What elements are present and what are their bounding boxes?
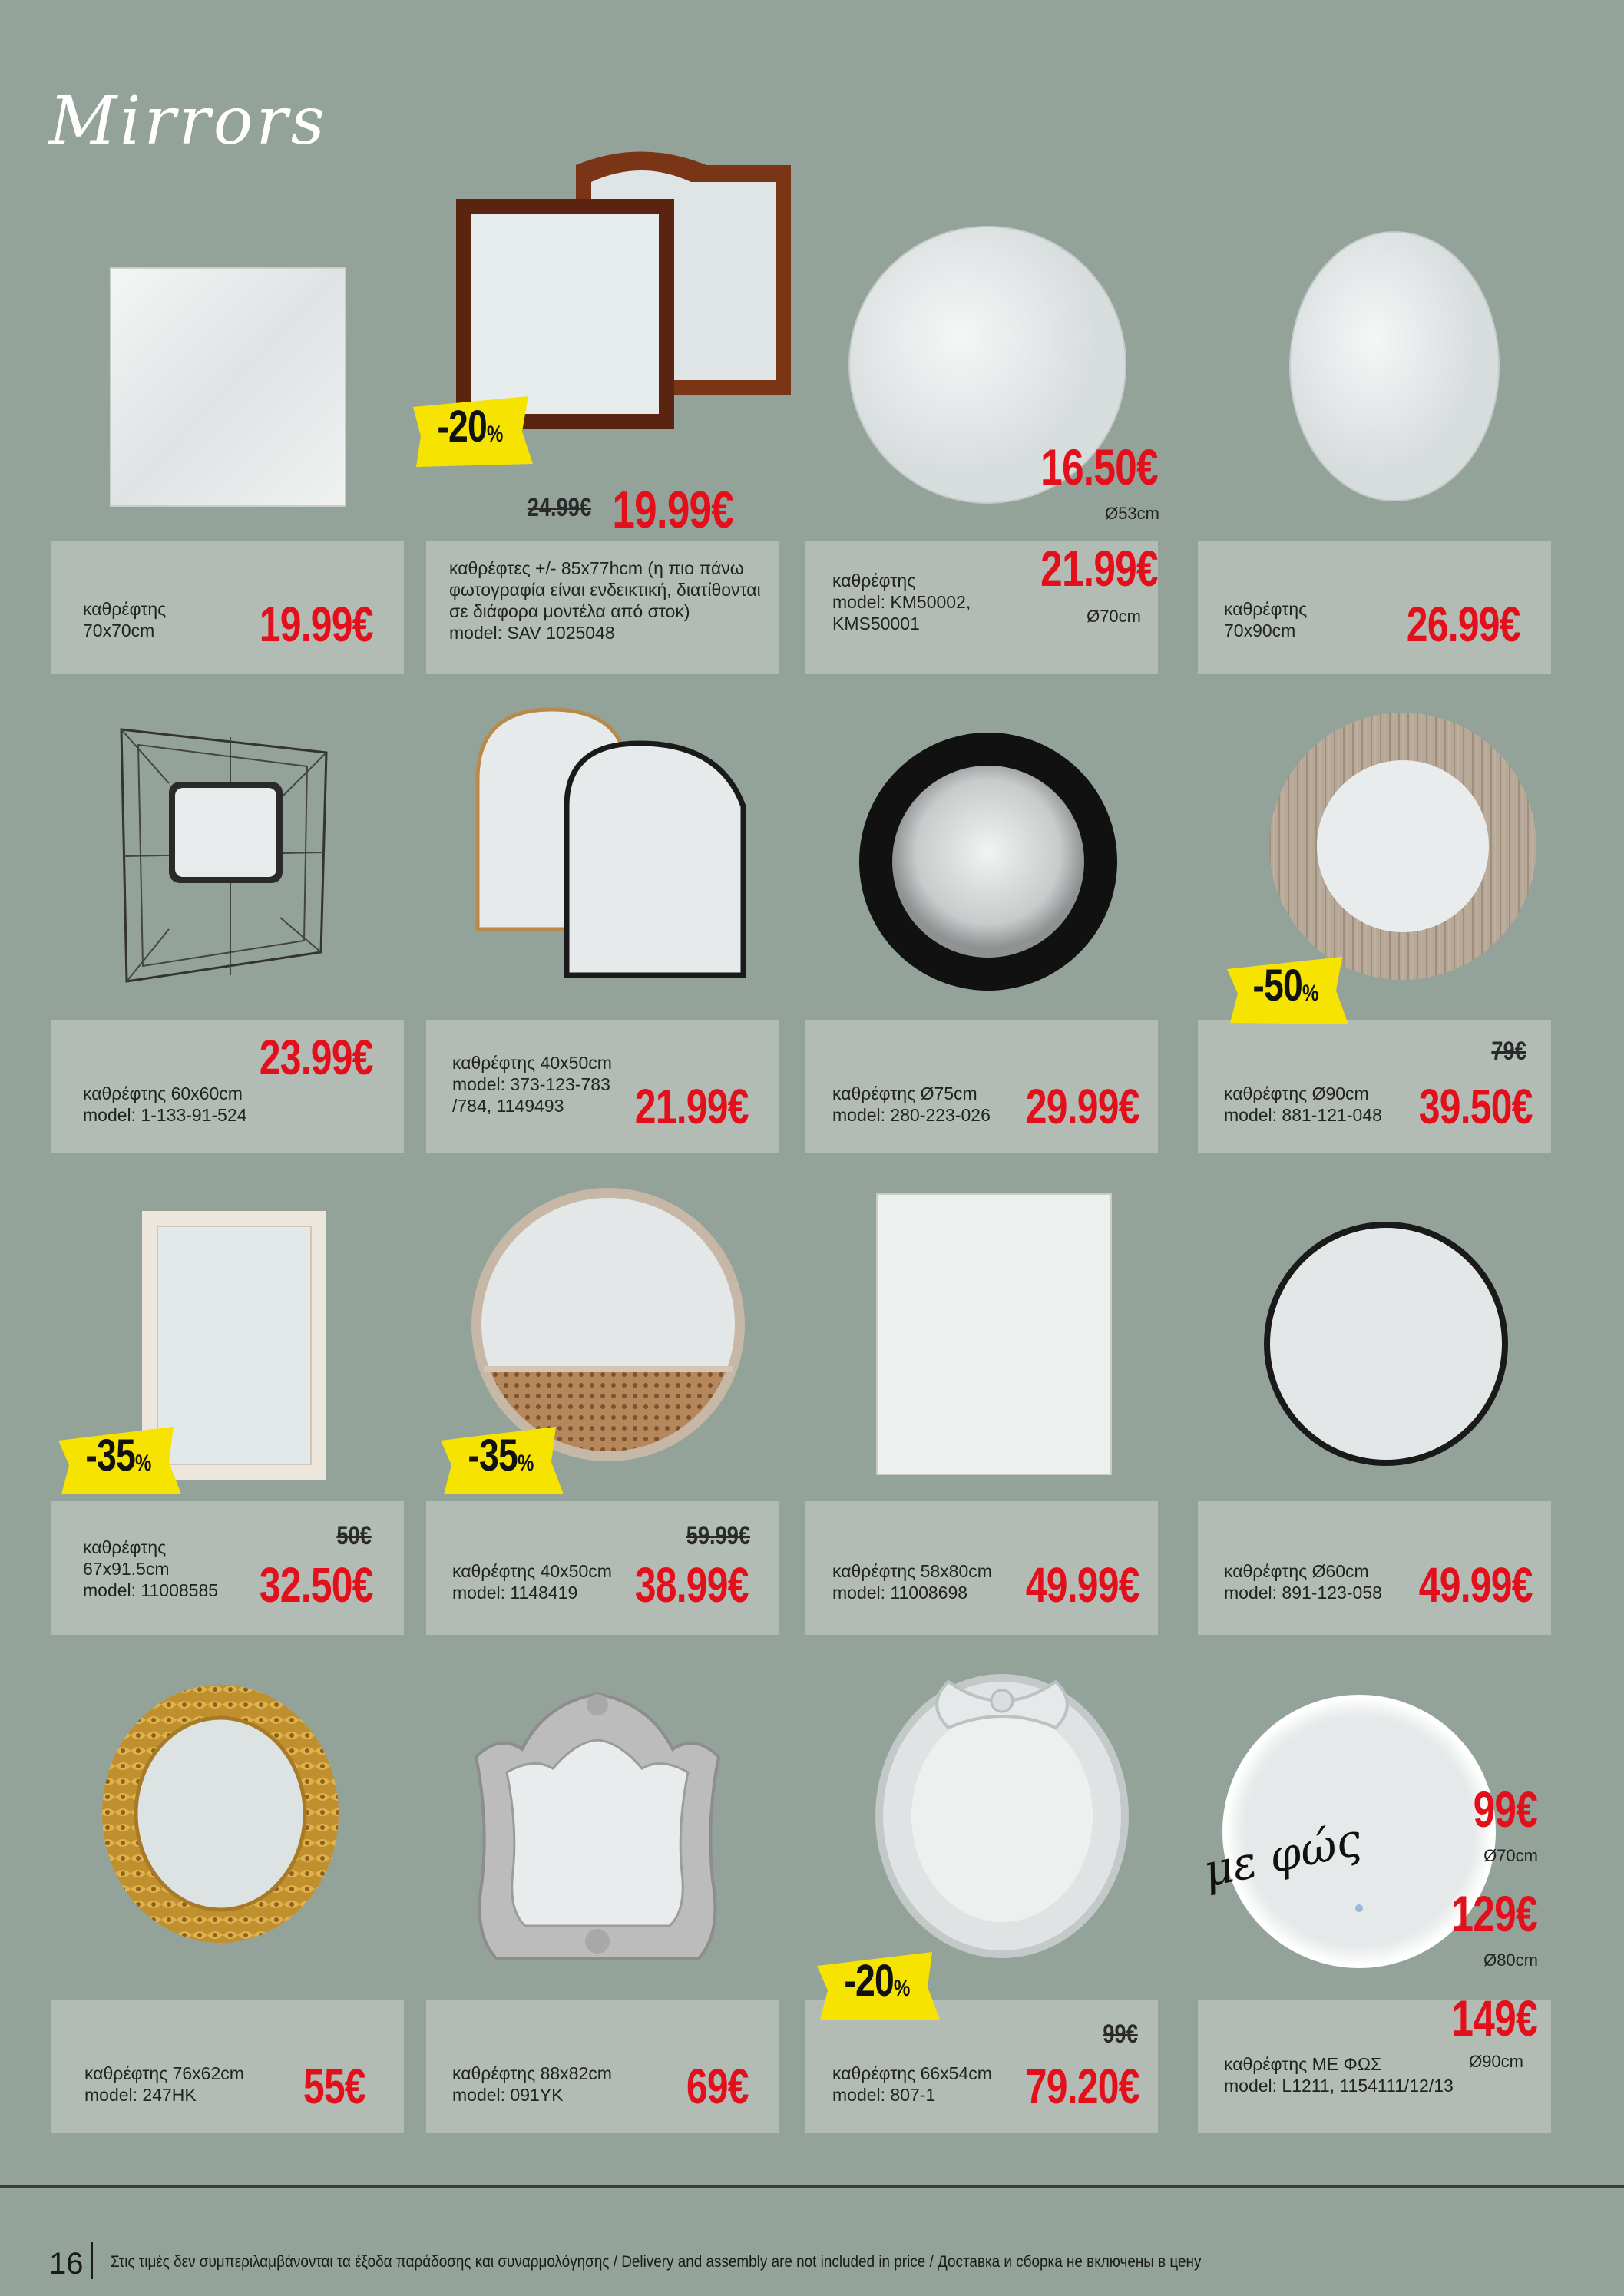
product-description: καθρέφτης 40x50cm model: 1148419 (452, 1561, 612, 1603)
footer-divider (0, 2185, 1624, 2188)
product-price-80: 129€ (1451, 1885, 1537, 1942)
old-price: 50€ (336, 1521, 372, 1550)
wire-frame-square-mirror-image (115, 722, 330, 983)
product-description: καθρέφτης model: KM50002, KMS50001 (832, 571, 971, 634)
product-card-4 (1198, 541, 1551, 674)
with-light-tag: με φώς (1199, 1813, 1366, 1897)
product-price: 29.99€ (1025, 1079, 1139, 1134)
product-size: Ø80cm (1483, 1950, 1538, 1970)
old-price: 24.99€ (527, 493, 591, 522)
product-description: καθρέφτης 67x91.5cm model: 11008585 (83, 1537, 219, 1600)
square-mirror-image (107, 265, 349, 511)
discount-badge: -50% (1221, 952, 1350, 1029)
wood-round-mirror-image (1267, 710, 1540, 983)
discount-badge: -20% (812, 1947, 941, 2024)
product-description: καθρέφτης 70x70cm (83, 599, 167, 640)
product-card-13 (51, 2000, 404, 2133)
page-number: 16 (49, 2247, 84, 2281)
product-price: 55€ (303, 2059, 365, 2114)
product-price: 19.99€ (612, 481, 733, 539)
rectangular-mirror-image (875, 1193, 1113, 1477)
product-size: Ø53cm (1105, 504, 1159, 523)
product-price: 23.99€ (259, 1030, 373, 1085)
ribbon-oval-mirror-image (864, 1659, 1140, 1966)
product-card-1 (51, 541, 404, 674)
product-description: καθρέφτης 70x90cm (1224, 599, 1308, 640)
silver-baroque-mirror-image (468, 1688, 726, 1963)
arched-mirrors-image (475, 706, 751, 979)
discount-badge: -35% (436, 1422, 565, 1499)
product-description: καθρέφτες +/- 85x77hcm (η πιο πάνω φωτογραφία είναι ενδεικτική, διατίθονται σε διάφορα μοντέλα από στοκ) model: SAV 1025048 (449, 558, 761, 643)
product-price-70: 99€ (1473, 1781, 1537, 1838)
oval-mirror-image (1287, 228, 1502, 505)
product-price-large: 21.99€ (1040, 540, 1158, 597)
black-round-mirror-image (856, 729, 1121, 994)
product-description: καθρέφτης 58x80cm model: 11008698 (832, 1561, 992, 1603)
product-price: 19.99€ (259, 597, 373, 652)
discount-badge: -20% (405, 393, 534, 470)
gold-oval-mirror-image (100, 1682, 342, 1947)
product-description: καθρέφτης 76x62cm model: 247HK (84, 2063, 244, 2105)
product-price-small: 16.50€ (1040, 438, 1158, 495)
round-rattan-mirror-image (468, 1186, 749, 1463)
product-description: καθρέφτης ΜΕ ΦΩΣ model: L1211, 1154111/12/13 (1224, 2054, 1454, 2096)
old-price: 79€ (1491, 1037, 1526, 1066)
product-size: Ø90cm (1469, 2052, 1523, 2071)
product-size: Ø70cm (1087, 607, 1141, 626)
product-price: 49.99€ (1418, 1557, 1533, 1613)
discount-badge: -35% (54, 1422, 183, 1499)
product-price-90: 149€ (1451, 1990, 1537, 2046)
product-card-11 (805, 1501, 1158, 1635)
product-price: 32.50€ (259, 1557, 373, 1613)
product-description: καθρέφτης 60x60cm model: 1-133-91-524 (83, 1083, 247, 1125)
product-card-10 (426, 1501, 779, 1635)
black-frame-round-mirror-image (1263, 1221, 1509, 1467)
product-description: καθρέφτης 88x82cm model: 091YK (452, 2063, 612, 2105)
product-price: 69€ (686, 2059, 749, 2114)
product-card-7 (805, 1020, 1158, 1153)
page-title: Mirrors (49, 83, 328, 160)
product-card-14 (426, 2000, 779, 2133)
product-price: 26.99€ (1406, 597, 1520, 652)
product-description: καθρέφτης 40x50cm model: 373-123-783 /784, 1149493 (452, 1053, 612, 1116)
product-description: καθρέφτης Ø60cm model: 891-123-058 (1224, 1561, 1382, 1603)
product-price: 21.99€ (634, 1079, 749, 1134)
product-card-5 (51, 1020, 404, 1153)
product-size: Ø70cm (1483, 1846, 1538, 1865)
product-price: 49.99€ (1025, 1557, 1139, 1613)
product-card-8 (1198, 1020, 1551, 1153)
product-price: 38.99€ (634, 1557, 749, 1613)
product-price: 79.20€ (1025, 2059, 1139, 2114)
product-description: καθρέφτης Ø75cm model: 280-223-026 (832, 1083, 991, 1125)
product-card-6 (426, 1020, 779, 1153)
product-card-12 (1198, 1501, 1551, 1635)
product-price: 39.50€ (1418, 1079, 1533, 1134)
product-card-9 (51, 1501, 404, 1635)
old-price: 99€ (1103, 2020, 1138, 2049)
product-card-2 (426, 541, 779, 674)
footer-separator (91, 2242, 93, 2279)
footer-note: Στις τιμές δεν συμπεριλαμβάνονται τα έξοδα παράδοσης και συναρμολόγησης / Delivery and assembly are not included in price / Доставка и сборка не включены в цену (111, 2253, 1202, 2271)
old-price: 59.99€ (686, 1521, 750, 1550)
product-description: καθρέφτης 66x54cm model: 807-1 (832, 2063, 992, 2105)
product-description: καθρέφτης Ø90cm model: 881-121-048 (1224, 1083, 1382, 1125)
